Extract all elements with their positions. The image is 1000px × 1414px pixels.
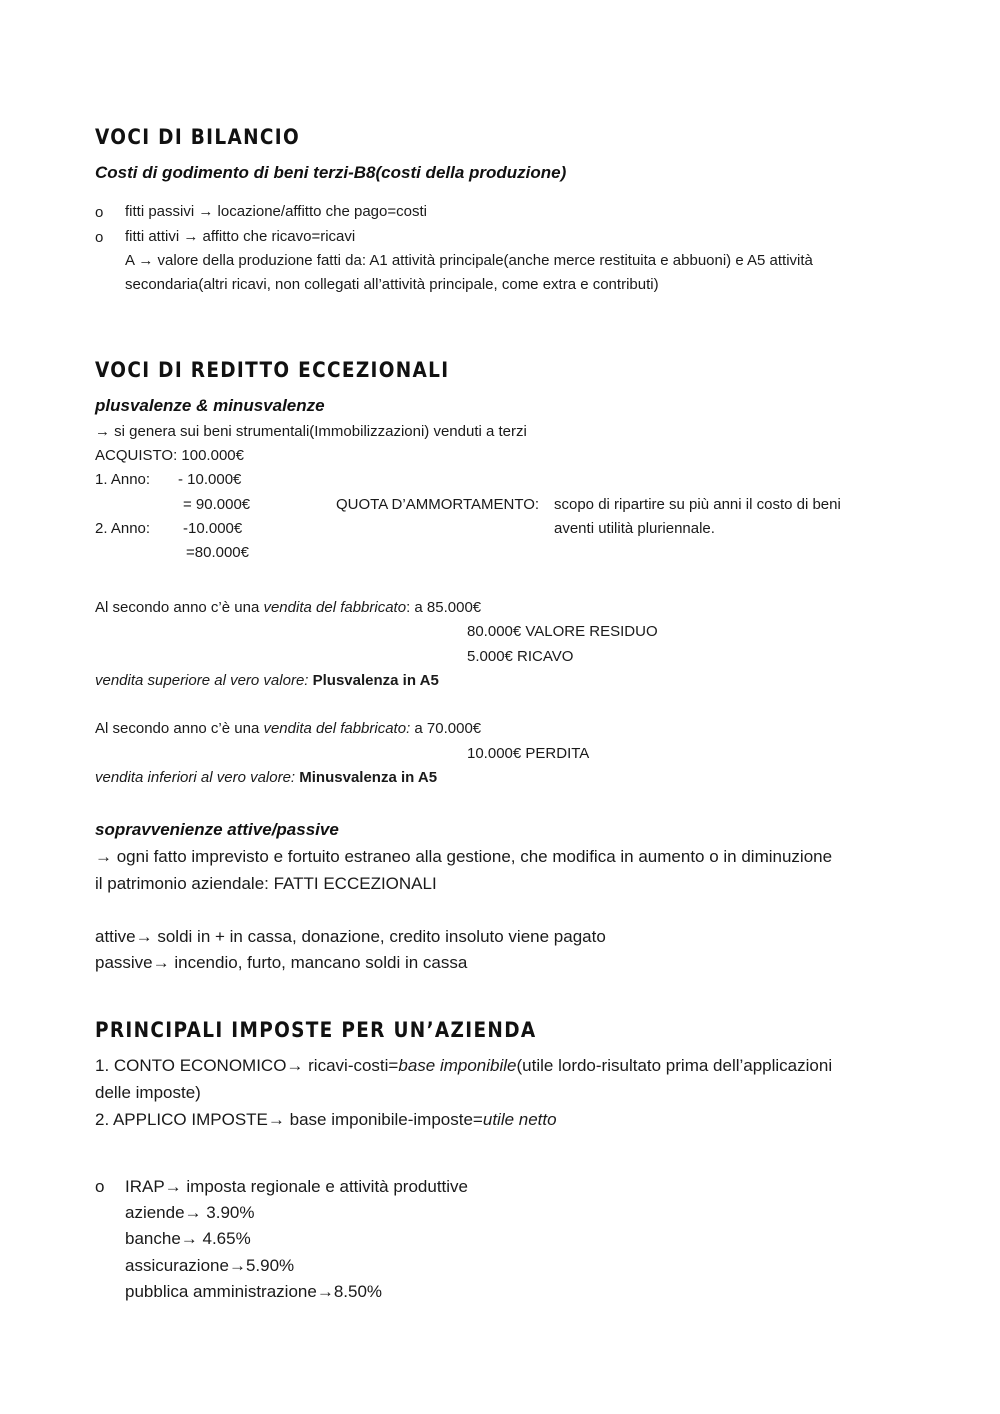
attive-line: attive→ soldi in + in cassa, donazione, credito insoluto viene pagato	[95, 927, 606, 946]
vendita2-pre: Al secondo anno c’è una	[95, 720, 264, 737]
applico-imposte-line	[95, 1110, 557, 1130]
vendita1-ricavo: 5.000€ RICAVO	[467, 648, 574, 665]
conto-economico-line	[95, 1056, 832, 1076]
subtitle-plus-minus: plusvalenze & minusvalenze	[95, 396, 325, 415]
conto-economico-cont: delle imposte)	[95, 1083, 201, 1102]
bullet-fitti-attivi: fitti attivi → affitto che ricavo=ricavi	[125, 228, 356, 245]
vendita2-it: vendita del fabbricato:	[263, 720, 411, 737]
quota-text: scopo di ripartire su più anni il costo di beni	[554, 496, 841, 513]
vendita1-post: : a 85.000€	[406, 599, 482, 616]
irap-banche: banche→ 4.65%	[125, 1229, 251, 1248]
intro-beni-strumentali: → si genera sui beni strumentali(Immobilizzazioni) venduti a terzi	[95, 423, 527, 440]
quota-text-cont: aventi utilità pluriennale.	[554, 520, 715, 537]
bullet-valore-produzione-cont: secondaria(altri ricavi, non collegati all’attività principale, come extra e contributi)	[125, 276, 659, 293]
bullet-valore-produzione: A → valore della produzione fatti da: A1 attività principale(anche merce restituita e abbuoni) e A5 attività	[125, 252, 813, 269]
irap-pa: pubblica amministrazione→8.50%	[125, 1282, 383, 1301]
irap-line: IRAP→ imposta regionale e attività produttive	[125, 1177, 469, 1196]
anno2-label: 2. Anno:	[95, 520, 151, 537]
section-title-imposte: PRINCIPALI IMPOSTE PER UN’AZIENDA	[95, 1018, 537, 1042]
vendita1-residuo: 80.000€ VALORE RESIDUO	[467, 623, 658, 640]
subtitle-costi-godimento: Costi di godimento di beni terzi-B8(costi della produzione)	[95, 163, 567, 182]
plus-it: vendita superiore al vero valore:	[95, 672, 313, 689]
ai-it: utile netto	[482, 1110, 557, 1129]
vendita1-it: vendita del fabbricato	[263, 599, 407, 616]
subtitle-sopravvenienze: sopravvenienze attive/passive	[95, 820, 339, 839]
minus-it: vendita inferiori al vero valore:	[95, 769, 300, 786]
anno1-label: 1. Anno:	[95, 471, 151, 488]
ce-post: (utile lordo-risultato prima dell’applicazioni	[516, 1056, 833, 1075]
quota-label: QUOTA D’AMMORTAMENTO:	[336, 496, 540, 513]
anno2-value: -10.000€	[183, 520, 243, 537]
anno1-result: = 90.000€	[183, 496, 251, 513]
ce-pre: 1. CONTO ECONOMICO→ ricavi-costi=	[95, 1056, 399, 1075]
plus-b: Plusvalenza in A5	[312, 672, 439, 689]
bullet-fitti-passivi: fitti passivi → locazione/affitto che pago=costi	[125, 203, 427, 220]
vendita2	[95, 720, 481, 737]
ce-it: base imponibile	[398, 1056, 517, 1075]
vendita1-pre: Al secondo anno c’è una	[95, 599, 264, 616]
vendita1	[95, 599, 481, 616]
minusvalenza-line	[95, 769, 437, 786]
bullet-marker: o	[95, 1177, 105, 1196]
sopravvenienze-line1: → ogni fatto imprevisto e fortuito estraneo alla gestione, che modifica in aumento o in diminuzione	[95, 847, 833, 866]
vendita2-perdita: 10.000€ PERDITA	[467, 745, 590, 762]
anno1-value: - 10.000€	[178, 471, 242, 488]
vendita2-post: a 70.000€	[410, 720, 482, 737]
bullet-marker: o	[95, 204, 104, 221]
ai-pre: 2. APPLICO IMPOSTE→ base imponibile-imposte=	[95, 1110, 483, 1129]
irap-aziende: aziende→ 3.90%	[125, 1203, 255, 1222]
section-title-voci-di-bilancio: VOCI DI BILANCIO	[95, 125, 300, 149]
section-title-voci-reddito: VOCI DI REDITTO ECCEZIONALI	[95, 358, 450, 382]
bullet-marker: o	[95, 229, 104, 246]
acquisto: ACQUISTO: 100.000€	[95, 447, 244, 464]
plusvalenza-line	[95, 672, 439, 689]
anno2-result: =80.000€	[186, 544, 249, 561]
passive-line: passive→ incendio, furto, mancano soldi in cassa	[95, 953, 468, 972]
sopravvenienze-line2: il patrimonio aziendale: FATTI ECCEZIONALI	[95, 874, 437, 893]
minus-b: Minusvalenza in A5	[299, 769, 438, 786]
irap-assicurazione: assicurazione→5.90%	[125, 1256, 295, 1275]
